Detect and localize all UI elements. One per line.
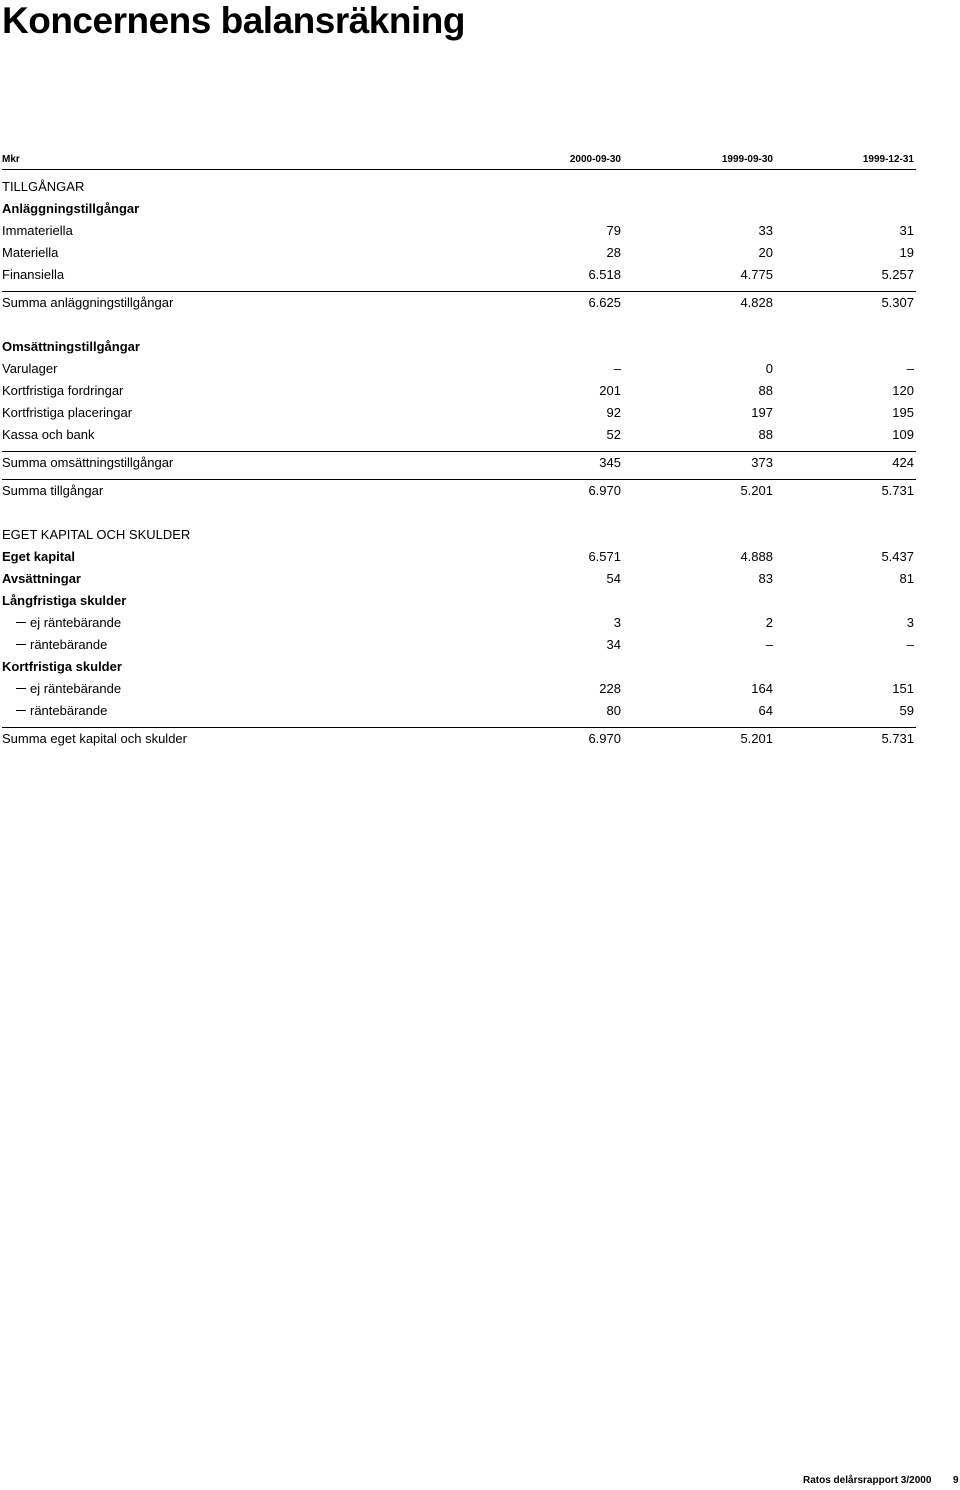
row-value: 5.731 (881, 731, 914, 746)
row-value: 164 (751, 681, 773, 696)
row-label-text: räntebärande (30, 703, 108, 718)
table-row (2, 568, 916, 590)
row-value: 4.775 (740, 267, 773, 282)
row-label: Summa omsättningstillgångar (2, 455, 174, 470)
row-value: 92 (606, 405, 621, 420)
row-value: 151 (892, 681, 914, 696)
row-value: 83 (758, 571, 773, 586)
dash-icon (16, 688, 26, 689)
table-header (2, 150, 916, 170)
row-label: Summa tillgångar (2, 483, 104, 498)
row-value: 6.970 (588, 483, 621, 498)
table-row (2, 264, 916, 286)
table-row (2, 358, 916, 380)
column-header-1999-09-30: 1999-09-30 (721, 154, 773, 165)
table-row (2, 678, 916, 700)
row-value: 201 (599, 383, 621, 398)
row-value: 3 (613, 615, 621, 630)
row-label: Eget kapital (2, 549, 75, 564)
row-value: 120 (892, 383, 914, 398)
row-value: 109 (892, 427, 914, 442)
row-value: 88 (758, 427, 773, 442)
row-label (2, 700, 107, 722)
row-value: 3 (906, 615, 914, 630)
row-value: 6.625 (588, 295, 621, 310)
dash-icon (16, 622, 26, 623)
row-label (2, 634, 107, 656)
row-value: 5.257 (881, 267, 914, 282)
row-value: 20 (758, 245, 773, 260)
table-row (2, 380, 916, 402)
table-row (2, 634, 916, 656)
page-footer (803, 1475, 959, 1486)
row-value: 88 (758, 383, 773, 398)
row-value: 33 (758, 223, 773, 238)
unit-label: Mkr (2, 154, 20, 165)
row-value: – (906, 361, 914, 376)
row-label (2, 678, 121, 700)
row-label: Summa anläggningstillgångar (2, 295, 174, 310)
row-label: Varulager (2, 361, 58, 376)
row-value: 31 (899, 223, 914, 238)
row-value: 54 (606, 571, 621, 586)
row-value: 4.888 (740, 549, 773, 564)
row-value: 4.828 (740, 295, 773, 310)
table-row (2, 242, 916, 264)
row-label: Kassa och bank (2, 427, 95, 442)
row-value: 373 (751, 455, 773, 470)
row-value: 5.201 (740, 483, 773, 498)
page-number: 9 (953, 1475, 959, 1486)
row-label: Kortfristiga skulder (2, 659, 122, 674)
row-value: 6.970 (588, 731, 621, 746)
column-header-2000-09-30: 2000-09-30 (569, 154, 621, 165)
row-label: Materiella (2, 245, 59, 260)
row-label-text: räntebärande (30, 637, 108, 652)
section-heading-tillgangar (2, 176, 916, 198)
row-value: 34 (606, 637, 621, 652)
subsection-heading-langfristiga-skulder (2, 590, 916, 612)
row-value: 5.437 (881, 549, 914, 564)
table-row (2, 402, 916, 424)
section-heading-eget-kapital-och-skulder (2, 524, 916, 546)
total-row (2, 479, 916, 502)
report-name: Ratos delårsrapport 3/2000 (803, 1475, 932, 1486)
row-label: Anläggningstillgångar (2, 201, 140, 216)
row-value: 345 (599, 455, 621, 470)
dash-icon (16, 644, 26, 645)
row-value: 2 (765, 615, 773, 630)
row-label: Avsättningar (2, 571, 81, 586)
subsection-heading-omsattningstillgangar (2, 336, 916, 358)
table-row (2, 220, 916, 242)
subsection-heading-kortfristiga-skulder (2, 656, 916, 678)
row-label: Finansiella (2, 267, 65, 282)
row-value: 228 (599, 681, 621, 696)
row-label-text: ej räntebärande (30, 615, 122, 630)
row-value: – (613, 361, 621, 376)
row-value: 0 (765, 361, 773, 376)
balance-sheet-table (2, 150, 916, 750)
row-value: 5.731 (881, 483, 914, 498)
row-label: Kortfristiga fordringar (2, 383, 124, 398)
row-value: – (906, 637, 914, 652)
row-label: Immateriella (2, 223, 73, 238)
row-value: 19 (899, 245, 914, 260)
row-value: 5.307 (881, 295, 914, 310)
column-header-1999-12-31: 1999-12-31 (862, 154, 914, 165)
row-value: 197 (751, 405, 773, 420)
subsection-heading-anlaggningstillgangar (2, 198, 916, 220)
row-value: 79 (606, 223, 621, 238)
table-row (2, 546, 916, 568)
row-label: TILLGÅNGAR (2, 179, 85, 194)
row-label: Kortfristiga placeringar (2, 405, 133, 420)
table-row (2, 700, 916, 722)
row-value: 59 (899, 703, 914, 718)
row-label-text: ej räntebärande (30, 681, 122, 696)
row-value: 6.571 (588, 549, 621, 564)
row-value: 52 (606, 427, 621, 442)
table-row (2, 424, 916, 446)
row-value: 28 (606, 245, 621, 260)
row-value: 195 (892, 405, 914, 420)
row-value: 81 (899, 571, 914, 586)
dash-icon (16, 710, 26, 711)
row-label: EGET KAPITAL OCH SKULDER (2, 527, 191, 542)
subtotal-row (2, 291, 916, 314)
total-row (2, 727, 916, 750)
row-value: 424 (892, 455, 914, 470)
row-value: 6.518 (588, 267, 621, 282)
table-row (2, 612, 916, 634)
page-title: Koncernens balansräkning (2, 0, 465, 41)
row-value: – (765, 637, 773, 652)
subtotal-row (2, 451, 916, 474)
row-label (2, 612, 121, 634)
row-label: Summa eget kapital och skulder (2, 731, 187, 746)
row-label: Långfristiga skulder (2, 593, 127, 608)
row-value: 5.201 (740, 731, 773, 746)
row-value: 80 (606, 703, 621, 718)
row-label: Omsättningstillgångar (2, 339, 140, 354)
row-value: 64 (758, 703, 773, 718)
